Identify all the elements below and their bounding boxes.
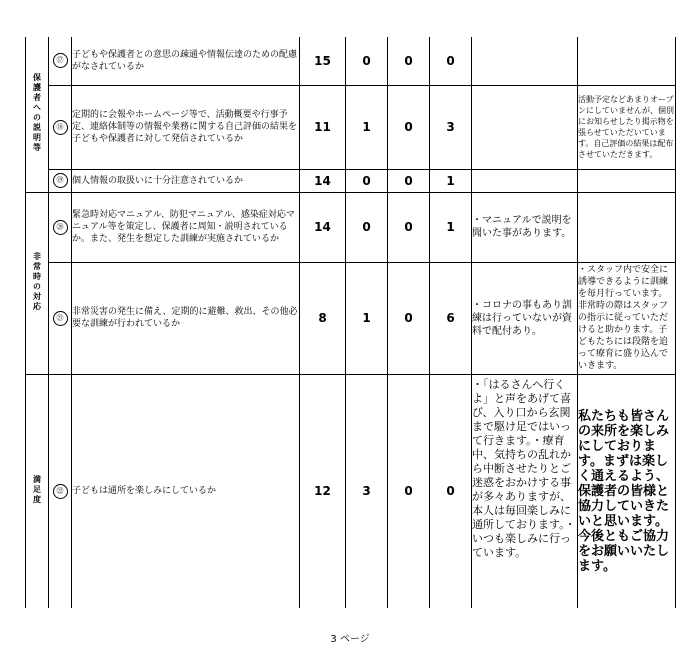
parent-comment: ・マニュアルで説明を聞いた事があります。: [472, 192, 578, 262]
value-cell: 0: [388, 85, 430, 169]
question-text: 非常災害の発生に備え、定期的に避難、救出、その他必要な訓練が行われているか: [72, 262, 300, 374]
value-cell: 3: [430, 85, 472, 169]
staff-comment: [578, 192, 676, 262]
parent-comment: ・コロナの事もあり訓練は行っていないが資料で配付あり。: [472, 262, 578, 374]
question-text: 緊急時対応マニュアル、防犯マニュアル、感染症対応マニュアル等を策定し、保護者に周知・説明されているか。また、発生を想定した訓練が実施されているか: [72, 192, 300, 262]
value-cell: 8: [300, 262, 346, 374]
value-cell: 0: [430, 374, 472, 608]
staff-comment: [578, 169, 676, 192]
category-cell: [26, 192, 49, 374]
value-cell: 0: [388, 374, 430, 608]
parent-comment-text: ・「はるさんへ行くよ」と声をあげて喜び、入り口から玄関まで駆け足ではいって行きます。・療育中、気持ちの乱れから中断させたりとご迷惑をおかけする事が多々ありますが、本人は毎回楽しみに通所しております。・いつも楽しみに行っています。: [472, 378, 576, 560]
item-number: ⑳: [49, 192, 72, 262]
parent-comment: [472, 169, 578, 192]
item-number: ⑲: [49, 169, 72, 192]
item-number: ㉑: [49, 262, 72, 374]
table-row: [26, 192, 676, 262]
table-row: [26, 262, 676, 374]
category-label: 満足度: [32, 474, 42, 505]
question-text: 定期的に会報やホームページ等で、活動概要や行事予定、連絡体制等の情報や業務に関する自己評価の結果を子どもや保護者に対して発信されているか: [72, 85, 300, 169]
value-cell: 1: [346, 262, 388, 374]
parent-comment: [472, 85, 578, 169]
question-text: 子どもは通所を楽しみにしているか: [72, 374, 300, 608]
item-number: ㉒: [49, 374, 72, 608]
value-cell: 11: [300, 85, 346, 169]
table-row: [26, 37, 676, 85]
value-cell: 1: [346, 85, 388, 169]
parent-comment: [472, 37, 578, 85]
category-cell: [26, 37, 49, 192]
item-number: ⑰: [49, 37, 72, 85]
value-cell: 0: [430, 37, 472, 85]
value-cell: 1: [430, 169, 472, 192]
value-cell: 14: [300, 192, 346, 262]
value-cell: 1: [430, 192, 472, 262]
staff-comment: 活動予定などあまりオープンにしていませんが、個別にお知らせしたり掲示物を張らせていただいています。自己評価の結果は配布させていただきます。: [578, 85, 676, 169]
value-cell: 12: [300, 374, 346, 608]
value-cell: 3: [346, 374, 388, 608]
value-cell: 0: [388, 262, 430, 374]
staff-comment: ・スタッフ内で安全に誘導できるように訓練を毎月行っています。非常時の際はスタッフの指示に従っていただけると助かります。子どもたちには段階を追って療育に盛り込んでいきます。: [578, 262, 676, 374]
value-cell: 0: [346, 37, 388, 85]
value-cell: 0: [346, 169, 388, 192]
parent-comment: [472, 374, 578, 608]
question-text: 個人情報の取扱いに十分注意されているか: [72, 169, 300, 192]
item-number: ⑱: [49, 85, 72, 169]
staff-comment: [578, 37, 676, 85]
table-row: [26, 374, 676, 608]
question-text: 子どもや保護者との意思の疎通や情報伝達のための配慮がなされているか: [72, 37, 300, 85]
table-row: [26, 85, 676, 169]
value-cell: 0: [388, 37, 430, 85]
category-label: 非常時の対応: [32, 251, 42, 312]
evaluation-table: [25, 37, 676, 608]
value-cell: 0: [346, 192, 388, 262]
value-cell: 15: [300, 37, 346, 85]
category-cell: [26, 374, 49, 608]
value-cell: 6: [430, 262, 472, 374]
value-cell: 0: [388, 169, 430, 192]
table-row: [26, 169, 676, 192]
page-number: 3 ページ: [330, 634, 370, 645]
value-cell: 0: [388, 192, 430, 262]
value-cell: 14: [300, 169, 346, 192]
category-label: 保護者への説明等: [32, 72, 42, 153]
staff-comment: 私たちも皆さんの来所を楽しみにしております。まずは楽しく通えるよう、保護者の皆様と協力していきたいと思います。今後ともご協力をお願いいたします。: [578, 374, 676, 608]
